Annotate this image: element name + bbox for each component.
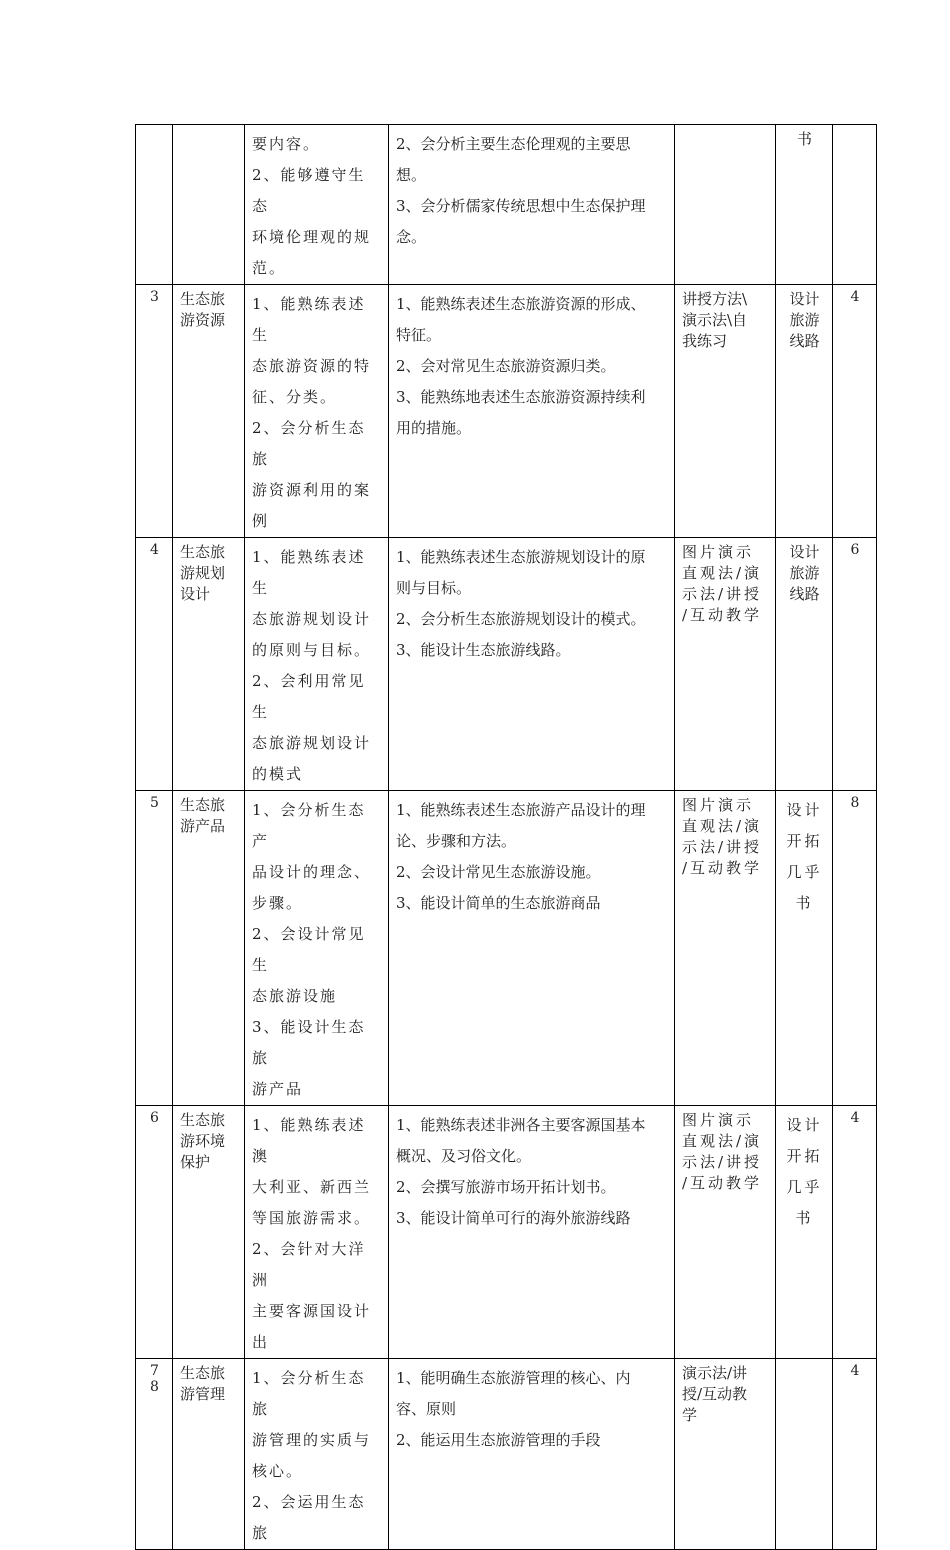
- cell-line: 论、步骤和方法。: [396, 832, 517, 850]
- cell-line: /互动教学: [682, 606, 763, 624]
- cell-text: 6: [150, 1110, 159, 1126]
- cell-line: 态旅游规划设计: [252, 610, 372, 628]
- cell-line: 1、能熟练表述生态旅游规划设计的原: [396, 548, 646, 566]
- cell-line: 旅游: [789, 564, 820, 582]
- cell-line: 2、会对常见生态旅游资源归类。: [396, 357, 616, 375]
- cell-line: 2、能够遵守生态: [252, 166, 366, 215]
- cell-line: 开拓: [786, 832, 823, 850]
- cell-hours: [833, 285, 877, 538]
- cell-topic: [173, 538, 245, 791]
- cell-line: 核心。: [252, 1462, 304, 1480]
- cell-ability-goals: [245, 125, 389, 285]
- cell-knowledge-goals: [389, 1106, 675, 1359]
- cell-teaching-method: [675, 791, 776, 1106]
- cell-task: [776, 1359, 833, 1550]
- cell-line: /互动教学: [682, 859, 763, 877]
- cell-line: 线路: [789, 585, 820, 603]
- cell-line: 态旅游规划设计: [252, 734, 372, 752]
- cell-knowledge-goals: [389, 1359, 675, 1550]
- cell-number: [136, 538, 173, 791]
- cell-line: 1、会分析生态旅: [252, 1369, 366, 1418]
- cell-line: 品设计的理念、: [252, 863, 372, 881]
- cell-line: 的模式: [252, 765, 304, 783]
- cell-ability-goals: [245, 538, 389, 791]
- cell-text: 4: [850, 1363, 860, 1379]
- cell-line: 态旅游资源的特: [252, 357, 372, 375]
- cell-text: 生态旅 游管理: [180, 1364, 226, 1403]
- cell-line: 2、会利用常见生: [252, 672, 366, 721]
- cell-ability-goals: [245, 791, 389, 1106]
- cell-ability-goals: [245, 1359, 389, 1550]
- cell-line: 1、能熟练表述生态旅游资源的形成、: [396, 295, 646, 313]
- cell-line: 几乎: [786, 1178, 823, 1196]
- cell-text: 生态旅 游资源: [180, 290, 226, 329]
- cell-number: [136, 1106, 173, 1359]
- cell-line: 特征。: [396, 326, 442, 344]
- cell-task: [776, 1106, 833, 1359]
- cell-line: 开拓: [786, 1147, 823, 1165]
- cell-line: 游资源利用的案: [252, 481, 372, 499]
- cell-line: 3、能设计简单可行的海外旅游线路: [396, 1209, 631, 1227]
- cell-line: 书: [795, 894, 814, 912]
- cell-line: 学: [682, 1406, 698, 1424]
- cell-line: 授/互动教: [682, 1385, 748, 1403]
- cell-text: 生态旅 游环境 保护: [180, 1111, 226, 1171]
- cell-topic: [173, 1359, 245, 1550]
- cell-line: 设计: [789, 290, 820, 308]
- cell-task: [776, 538, 833, 791]
- cell-line: 3、会分析儒家传统思想中生态保护理: [396, 197, 646, 215]
- cell-text: 6: [850, 542, 860, 558]
- cell-text: 8: [850, 795, 860, 811]
- cell-number: [136, 1359, 173, 1550]
- cell-line: 旅游: [789, 311, 820, 329]
- cell-text: 7 8: [150, 1363, 159, 1395]
- cell-line: 主要客源国设计: [252, 1302, 372, 1320]
- cell-number: [136, 285, 173, 538]
- cell-line: 我练习: [682, 332, 728, 350]
- cell-line: 范。: [252, 259, 287, 277]
- cell-knowledge-goals: [389, 538, 675, 791]
- cell-ability-goals: [245, 285, 389, 538]
- cell-line: 1、会分析生态产: [252, 801, 366, 850]
- cell-line: 等国旅游需求。: [252, 1209, 372, 1227]
- cell-topic: [173, 1106, 245, 1359]
- cell-teaching-method: [675, 125, 776, 285]
- cell-ability-goals: [245, 1106, 389, 1359]
- cell-line: 1、能熟练表述生: [252, 548, 366, 597]
- cell-line: 设计: [786, 801, 823, 819]
- cell-knowledge-goals: [389, 285, 675, 538]
- cell-task: [776, 285, 833, 538]
- cell-teaching-method: [675, 538, 776, 791]
- cell-line: 2、会分析主要生态伦理观的主要思: [396, 135, 631, 153]
- cell-line: 大利亚、新西兰: [252, 1178, 372, 1196]
- cell-line: 念。: [396, 228, 427, 246]
- table-row: [136, 285, 877, 538]
- table-row: [136, 1106, 877, 1359]
- cell-line: 示法/讲授: [682, 1153, 763, 1171]
- cell-knowledge-goals: [389, 125, 675, 285]
- cell-line: 3、能设计简单的生态旅游商品: [396, 894, 601, 912]
- cell-line: 步骤。: [252, 894, 304, 912]
- cell-line: 图片演示: [682, 543, 755, 561]
- cell-line: 游产品: [252, 1080, 304, 1098]
- cell-line: 游管理的实质与: [252, 1431, 372, 1449]
- cell-line: 1、能熟练表述澳: [252, 1116, 366, 1165]
- cell-hours: [833, 125, 877, 285]
- cell-task: [776, 125, 833, 285]
- cell-line: 书: [795, 1209, 814, 1227]
- cell-text: 4: [850, 1110, 860, 1126]
- cell-line: 2、会设计常见生态旅游设施。: [396, 863, 601, 881]
- cell-line: 图片演示: [682, 1111, 755, 1129]
- cell-topic: [173, 125, 245, 285]
- cell-line: 3、能熟练地表述生态旅游资源持续利: [396, 388, 646, 406]
- cell-line: 用的措施。: [396, 419, 472, 437]
- cell-line: 设计: [786, 1116, 823, 1134]
- cell-line: 2、会分析生态旅游规划设计的模式。: [396, 610, 646, 628]
- cell-line: 1、能明确生态旅游管理的核心、内: [396, 1369, 631, 1387]
- cell-line: 书: [796, 130, 812, 148]
- cell-line: 2、会运用生态旅: [252, 1493, 366, 1542]
- cell-line: 图片演示: [682, 796, 755, 814]
- cell-line: 2、会针对大洋洲: [252, 1240, 366, 1289]
- cell-line: 示法/讲授: [682, 838, 763, 856]
- cell-line: 演示法/讲: [682, 1364, 748, 1382]
- cell-line: 概况、及习俗文化。: [396, 1147, 532, 1165]
- cell-line: 几乎: [786, 863, 823, 881]
- cell-line: 直观法/演: [682, 1132, 763, 1150]
- table-row: [136, 791, 877, 1106]
- cell-line: 示法/讲授: [682, 585, 763, 603]
- cell-topic: [173, 285, 245, 538]
- cell-line: 的原则与目标。: [252, 641, 372, 659]
- cell-teaching-method: [675, 1359, 776, 1550]
- cell-text: 4: [150, 542, 159, 558]
- cell-knowledge-goals: [389, 791, 675, 1106]
- cell-hours: [833, 538, 877, 791]
- cell-line: 讲授方法\: [682, 290, 748, 308]
- cell-line: 1、能熟练表述非洲各主要客源国基本: [396, 1116, 646, 1134]
- cell-line: 设计: [789, 543, 820, 561]
- cell-line: 2、能运用生态旅游管理的手段: [396, 1431, 601, 1449]
- cell-number: [136, 791, 173, 1106]
- cell-line: 征、分类。: [252, 388, 338, 406]
- cell-line: 2、会设计常见生: [252, 925, 366, 974]
- cell-line: 要内容。: [252, 135, 321, 153]
- cell-line: /互动教学: [682, 1174, 763, 1192]
- cell-teaching-method: [675, 285, 776, 538]
- cell-line: 1、能熟练表述生: [252, 295, 366, 344]
- cell-topic: [173, 791, 245, 1106]
- cell-line: 3、能设计生态旅: [252, 1018, 366, 1067]
- cell-number: [136, 125, 173, 285]
- cell-task: [776, 791, 833, 1106]
- cell-hours: [833, 791, 877, 1106]
- cell-text: 4: [850, 289, 860, 305]
- cell-line: 环境伦理观的规: [252, 228, 372, 246]
- cell-line: 直观法/演: [682, 817, 763, 835]
- cell-line: 直观法/演: [682, 564, 763, 582]
- cell-line: 演示法\自: [682, 311, 748, 329]
- table-body: [136, 125, 877, 1550]
- cell-teaching-method: [675, 1106, 776, 1359]
- cell-text: 生态旅 游规划 设计: [180, 543, 226, 603]
- cell-hours: [833, 1106, 877, 1359]
- cell-text: 5: [150, 795, 159, 811]
- table-row: [136, 125, 877, 285]
- cell-line: 2、会分析生态旅: [252, 419, 366, 468]
- table-row: [136, 538, 877, 791]
- cell-text: 3: [150, 289, 159, 305]
- cell-text: 生态旅 游产品: [180, 796, 226, 835]
- cell-line: 出: [252, 1333, 270, 1351]
- cell-line: 例: [252, 512, 270, 530]
- cell-line: 想。: [396, 166, 427, 184]
- table-row: [136, 1359, 877, 1550]
- cell-line: 态旅游设施: [252, 987, 338, 1005]
- cell-line: 1、能熟练表述生态旅游产品设计的理: [396, 801, 646, 819]
- cell-line: 2、会撰写旅游市场开拓计划书。: [396, 1178, 616, 1196]
- cell-line: 容、原则: [396, 1400, 457, 1418]
- course-table: [135, 124, 877, 1550]
- cell-line: 线路: [789, 332, 820, 350]
- cell-line: 则与目标。: [396, 579, 472, 597]
- cell-hours: [833, 1359, 877, 1550]
- cell-line: 3、能设计生态旅游线路。: [396, 641, 571, 659]
